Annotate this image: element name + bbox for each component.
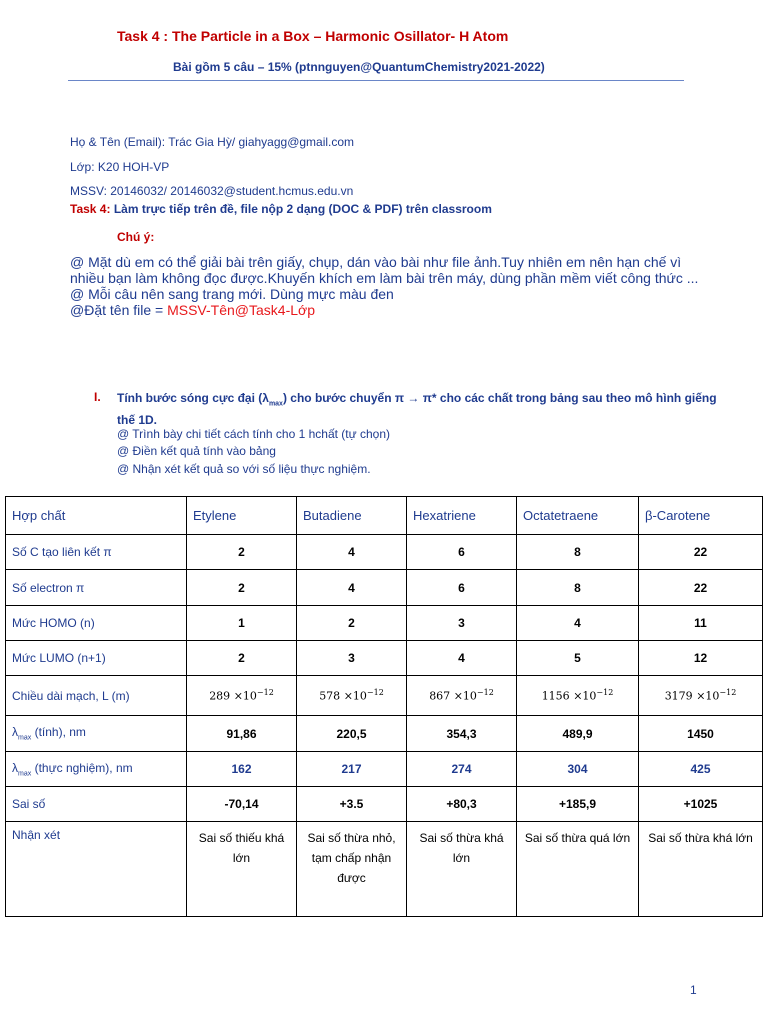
row-label: Chiều dài mạch, L (m): [6, 676, 187, 716]
note-line-3: [70, 302, 710, 318]
header-cell: β-Carotene: [639, 497, 763, 535]
table-cell: [187, 676, 297, 716]
row-label: Sai số: [6, 787, 187, 822]
lambda-sub: max: [18, 734, 32, 742]
table-cell: 489,9: [517, 716, 639, 752]
table-header-row: [6, 497, 763, 535]
table-row: [6, 570, 763, 606]
table-cell: 8: [517, 570, 639, 606]
table-row-lambda-calc: [6, 716, 763, 752]
table-cell: 2: [297, 606, 407, 641]
document-subtitle: Bài gồm 5 câu – 15% (ptnnguyen@QuantumChemistry2021-2022): [173, 60, 545, 74]
exponent: −12: [366, 688, 384, 698]
table-cell: 22: [639, 535, 763, 570]
table-cell: 91,86: [187, 716, 297, 752]
question-sub-1: @ Trình bày chi tiết cách tính cho 1 hchất (tự chọn): [117, 427, 391, 441]
student-id: MSSV: 20146032/ 20146032@student.hcmus.edu.vn: [70, 184, 354, 198]
table-cell: Sai số thừa khá lớn: [407, 822, 517, 917]
table-cell: [517, 676, 639, 716]
table-cell: 3: [407, 606, 517, 641]
table-row-comment: [6, 822, 763, 917]
times-ten: ×10: [233, 689, 257, 703]
question-lambda-sub: max: [268, 400, 283, 408]
table-cell: +1025: [639, 787, 763, 822]
table-cell: 2: [187, 570, 297, 606]
row-label: Nhận xét: [6, 822, 187, 917]
table-cell: 354,3: [407, 716, 517, 752]
question-sub-2: @ Điền kết quả tính vào bảng: [117, 444, 276, 458]
table-cell: 6: [407, 535, 517, 570]
times-ten: ×10: [343, 689, 367, 703]
table-cell: Sai số thừa khá lớn: [639, 822, 763, 917]
header-cell: Hợp chất: [6, 497, 187, 535]
table-cell: 4: [297, 535, 407, 570]
row-label: Mức HOMO (n): [6, 606, 187, 641]
table-cell: 217: [297, 752, 407, 787]
length-value: 578: [319, 689, 341, 703]
table-cell: 11: [639, 606, 763, 641]
table-cell: -70,14: [187, 787, 297, 822]
page-number: 1: [690, 983, 697, 997]
table-row-error: [6, 787, 763, 822]
note-line-2: @ Mỗi câu nên sang trang mới. Dùng mực màu đen: [70, 286, 394, 302]
question-sub-3: @ Nhận xét kết quả so với số liệu thực nghiệm.: [117, 462, 371, 476]
header-divider: [68, 80, 684, 81]
table-cell: Sai số thừa quá lớn: [517, 822, 639, 917]
notes-block: [70, 254, 710, 318]
length-value: 867: [429, 689, 451, 703]
table-cell: 4: [407, 641, 517, 676]
times-ten: ×10: [573, 689, 597, 703]
table-cell: 425: [639, 752, 763, 787]
table-cell: [297, 676, 407, 716]
table-cell: 4: [297, 570, 407, 606]
document-title: Task 4 : The Particle in a Box – Harmonic Osillator- H Atom: [117, 28, 509, 44]
header-cell: Butadiene: [297, 497, 407, 535]
table-cell: +185,9: [517, 787, 639, 822]
row-label-rest: (thực nghiệm), nm: [31, 760, 133, 775]
table-cell: 4: [517, 606, 639, 641]
student-name: Họ & Tên (Email): Trác Gia Hỳ/ giahyagg@gmail.com: [70, 135, 355, 149]
table-cell: 2: [187, 641, 297, 676]
table-cell: Sai số thừa nhỏ, tạm chấp nhận được: [297, 822, 407, 917]
table-cell: 6: [407, 570, 517, 606]
table-row: [6, 606, 763, 641]
row-label: [6, 752, 187, 787]
table-cell: 220,5: [297, 716, 407, 752]
lambda-symbol: λ: [12, 760, 18, 775]
table-cell: +3.5: [297, 787, 407, 822]
task-label: Task 4:: [70, 202, 111, 216]
row-label: Mức LUMO (n+1): [6, 641, 187, 676]
header-cell: Hexatriene: [407, 497, 517, 535]
table-cell: 3: [297, 641, 407, 676]
length-value: 1156: [541, 689, 570, 703]
row-label-rest: (tính), nm: [31, 725, 86, 740]
lambda-sub: max: [18, 770, 32, 778]
results-table: [5, 496, 763, 917]
question-number: I.: [94, 390, 101, 404]
table-cell: [639, 676, 763, 716]
length-value: 289: [209, 689, 231, 703]
table-cell: 1: [187, 606, 297, 641]
note-line-3-prefix: @Đặt tên file =: [70, 302, 168, 318]
question-text-a: Tính bước sóng cực đại (λ: [117, 391, 269, 405]
row-label: Số C tạo liên kết π: [6, 535, 187, 570]
length-value: 3179: [664, 689, 693, 703]
exponent: −12: [256, 688, 274, 698]
table-cell: 162: [187, 752, 297, 787]
times-ten: ×10: [696, 689, 720, 703]
file-name-pattern: MSSV-Tên@Task4-Lớp: [167, 302, 315, 318]
question-text-b: ) cho bước chuyển π → π* cho các chất trong bảng sau theo mô hình giếng thế 1D.: [117, 391, 717, 428]
note-line-1: @ Mặt dù em có thể giải bài trên giấy, chụp, dán vào bài như file ảnh.Tuy nhiên em nên hạn chế vì nhiều bạn làm không đọc được.Khuyến khích em làm bài trên máy, dùng phần mềm viết công thức ...: [70, 254, 699, 286]
table-cell: 12: [639, 641, 763, 676]
table-cell: 22: [639, 570, 763, 606]
header-cell: Octatetraene: [517, 497, 639, 535]
table-cell: 5: [517, 641, 639, 676]
notes-heading: Chú ý:: [117, 230, 155, 244]
row-label: [6, 716, 187, 752]
table-cell: Sai số thiếu khá lớn: [187, 822, 297, 917]
table-cell: 1450: [639, 716, 763, 752]
question-text: [117, 390, 717, 429]
exponent: −12: [596, 688, 614, 698]
task-text: Làm trực tiếp trên đề, file nộp 2 dạng (DOC & PDF) trên classroom: [113, 202, 492, 216]
table-cell: 304: [517, 752, 639, 787]
task-line: [70, 202, 492, 216]
table-cell: 8: [517, 535, 639, 570]
row-label: Số electron π: [6, 570, 187, 606]
exponent: −12: [719, 688, 737, 698]
header-cell: Etylene: [187, 497, 297, 535]
table-cell: 274: [407, 752, 517, 787]
student-class: Lớp: K20 HOH-VP: [70, 160, 170, 174]
table-row-lambda-exp: [6, 752, 763, 787]
exponent: −12: [476, 688, 494, 698]
table-cell: +80,3: [407, 787, 517, 822]
table-row: [6, 641, 763, 676]
table-row: [6, 535, 763, 570]
lambda-symbol: λ: [12, 725, 18, 740]
table-cell: 2: [187, 535, 297, 570]
table-cell: [407, 676, 517, 716]
times-ten: ×10: [453, 689, 477, 703]
table-row-length: [6, 676, 763, 716]
